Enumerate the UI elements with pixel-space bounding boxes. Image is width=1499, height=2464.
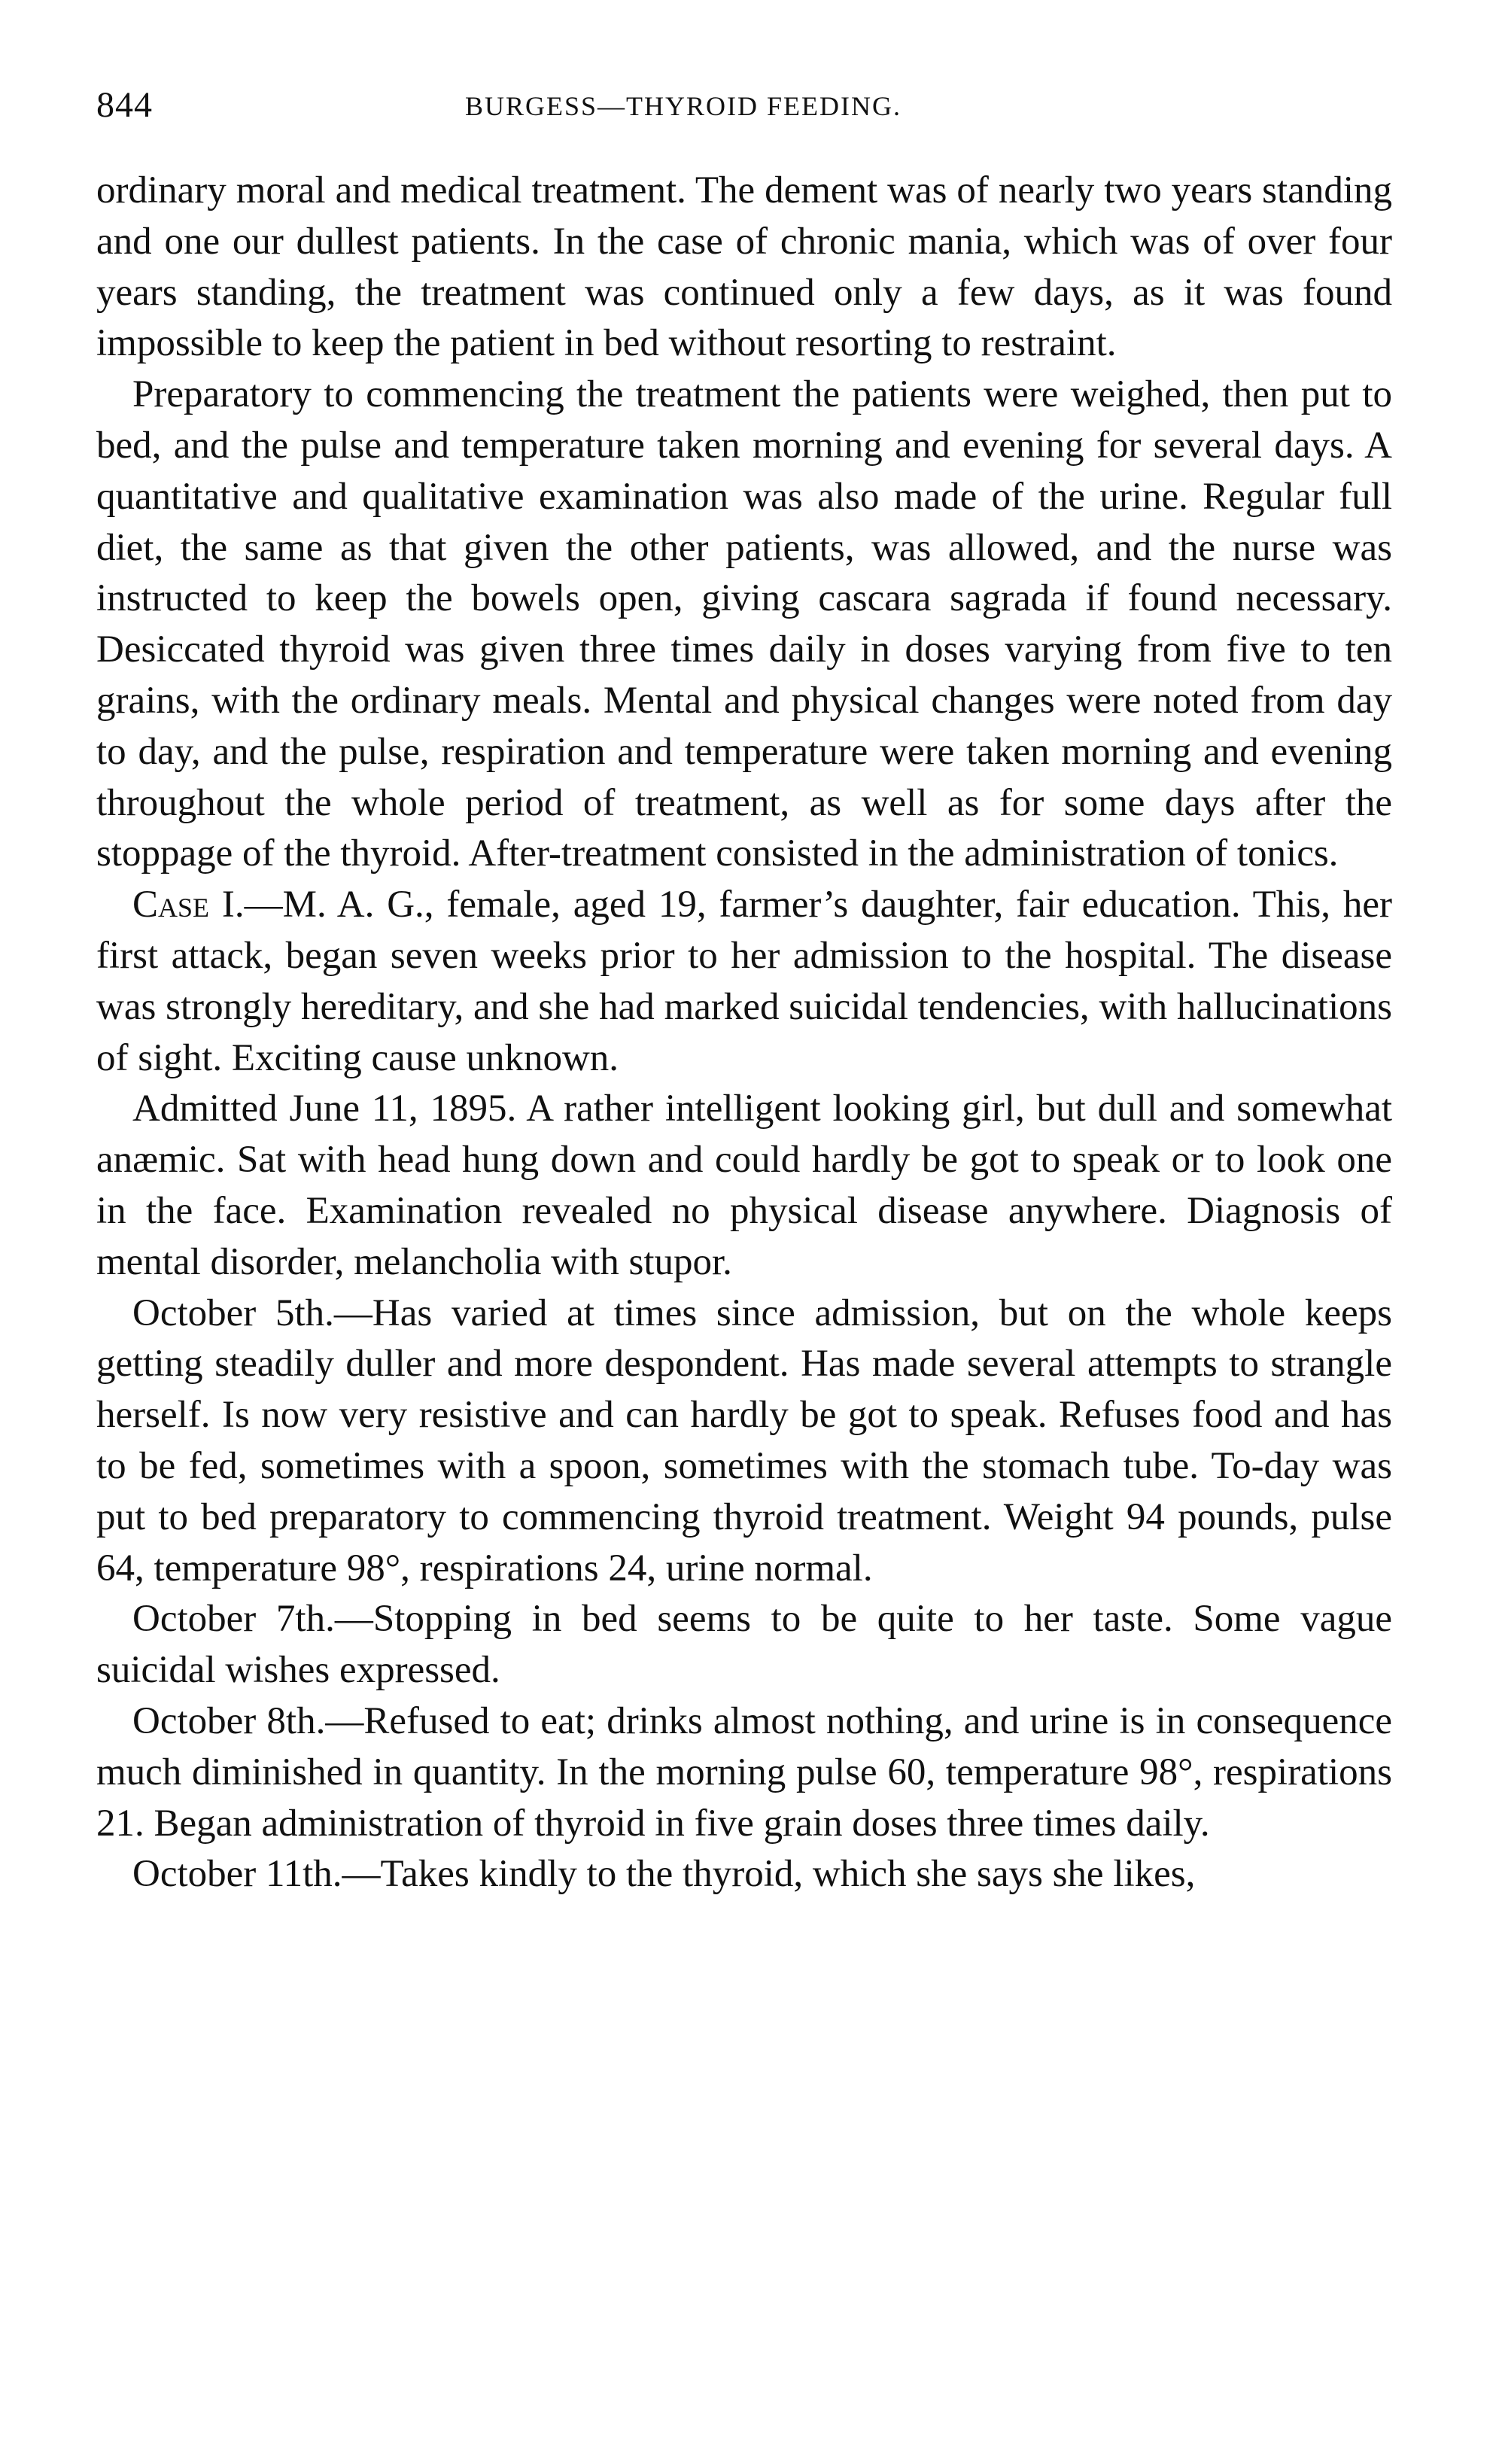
case-one-text: —M. A. G., female, aged 19, farmer’s daughter, fair education. This, her first attack, began seven weeks prior to her admission to the hospital. The disease was strongly hereditary, and she had marked suicidal tendencies, with hallucinations of sight. Exciting cause unknown.	[96, 884, 1392, 1079]
running-head: BURGESS—THYROID FEEDING.	[465, 91, 902, 121]
paragraph-october-5: October 5th.—Has varied at times since admission, but on the whole keeps getting steadily duller and more despondent. Has made several attempts to strangle herself. Is now very resistive and can hardly be got to speak. Refuses food and has to be fed, sometimes with a spoon, sometimes with the stomach tube. To-day was put to bed preparatory to commencing thyroid treatment. Weight 94 pounds, pulse 64, temperature 98°, respirations 24, urine normal.	[96, 1291, 1392, 1589]
article-body	[96, 166, 1392, 1900]
page	[96, 84, 1392, 1900]
paragraph-admitted: Admitted June 11, 1895. A rather intelligent looking girl, but dull and somewhat anæmic. Sat with head hung down and could hardly be got to speak or to look one in the face. Examination revealed no physical disease anywhere. Diagnosis of mental disorder, melancholia with stupor.	[96, 1088, 1392, 1283]
paragraph-october-7: October 7th.—Stopping in bed seems to be quite to her taste. Some vague suicidal wishes expressed.	[96, 1598, 1392, 1692]
case-label: Case I.	[132, 884, 245, 926]
paragraph-continuation: ordinary moral and medical treatment. The dement was of nearly two years standing and one our dullest patients. In the case of chronic mania, which was of over four years standing, the treatment was continued only a few days, as it was found impossible to keep the patient in bed without resorting to restraint.	[96, 169, 1392, 365]
paragraph-october-8: October 8th.—Refused to eat; drinks almost nothing, and urine is in consequence much diminished in quantity. In the morning pulse 60, temperature 98°, respirations 21. Began administration of thyroid in five grain doses three times daily.	[96, 1699, 1392, 1845]
paragraph-case-one	[96, 880, 1392, 1084]
paragraph-preparatory: Preparatory to commencing the treatment the patients were weighed, then put to bed, and the pulse and temperature taken morning and evening for several days. A quantitative and qualitative examination was also made of the urine. Regular full diet, the same as that given the other patients, was allowed, and the nurse was instructed to keep the bowels open, giving cascara sagrada if found necessary. Desiccated thyroid was given three times daily in doses varying from five to ten grains, with the ordinary meals. Mental and physical changes were noted from day to day, and the pulse, respiration and temperature were taken morning and evening throughout the whole period of treatment, as well as for some days after the stoppage of the thyroid. After-treatment consisted in the administration of tonics.	[96, 373, 1392, 875]
page-header	[96, 84, 1392, 144]
paragraph-october-11: October 11th.—Takes kindly to the thyroid, which she says she likes,	[132, 1853, 1196, 1896]
page-number: 844	[96, 85, 153, 125]
